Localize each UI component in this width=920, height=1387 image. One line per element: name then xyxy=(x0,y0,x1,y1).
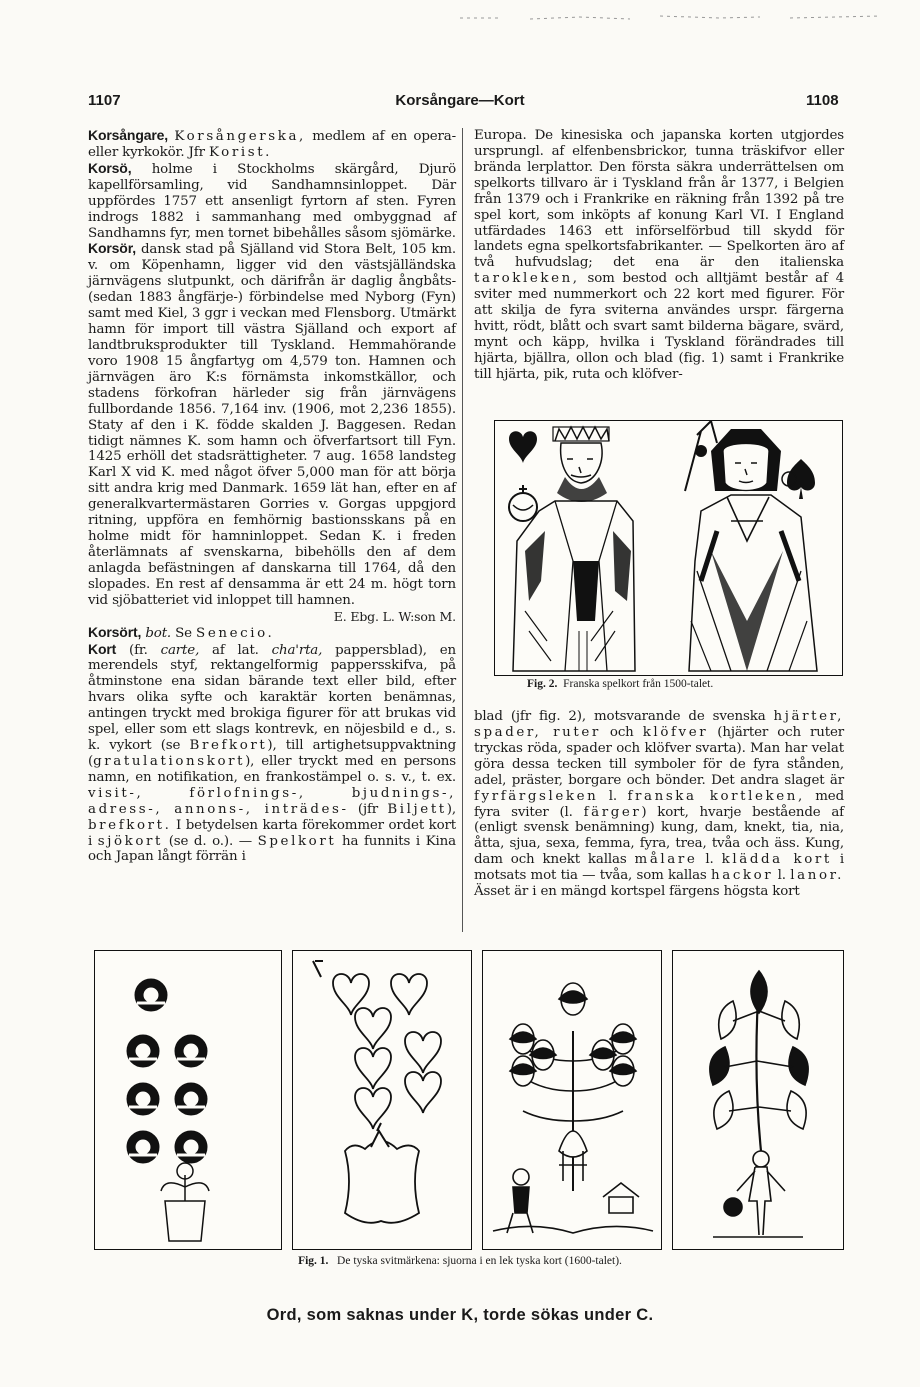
headword: Kort xyxy=(88,640,117,657)
figure-2-french-cards xyxy=(494,420,843,676)
heart-icon xyxy=(355,1088,391,1129)
card-bells-seven xyxy=(94,950,282,1250)
running-title: Korsångare—Kort xyxy=(395,92,525,109)
column-rule xyxy=(462,128,463,932)
headword: Korsört, xyxy=(88,623,142,640)
figure-2-caption: Fig. 2. Franska spelkort från 1500-talet. xyxy=(527,678,714,690)
queen-of-spades-card xyxy=(685,421,817,671)
left-column xyxy=(88,128,456,865)
bell-icon xyxy=(127,1083,159,1115)
entry-korso: Korsö, holme i Stockholms skärgård, Djurö kapellförsamling, vid Sandhamnsinloppet. Där uppfördes 1757 ett ansenligt fyrtorn af sten. Fyren indrogs 1882 i sammanhang med ombyggnad af Sandhamns fyr, men tornet bibehålles såsom sjömärke. xyxy=(88,159,456,241)
bell-icon xyxy=(175,1131,207,1163)
french-cards-illustration xyxy=(495,421,842,675)
cross-ref: Senecio. xyxy=(196,625,275,641)
entry-kort: Kort (fr. carte, af lat. cha'rta, pappersblad), en merendels styf, rektangelformig pappersskifva, på åtminstone ena sidan bärande text eller bild, efter hvars olika syfte och karaktär korten benämnas, antingen tryckt med brokiga figurer för att brukas vid spel, eller som ett slags kontrevk, en nöjesbild e d., s. k. vykort (se Brefkort), till artighetsuppvaktning (gratulationskort), eller tryckt med en persons namn, en notifikation, en frankostämpel o. s. v., t. ex. visit-, förlofnings-, bjudnings-, adress-, annons-, inträdes- (jfr Biljett), brefkort. I betydelsen karta förekommer ordet kort i sjökort (se d. o.). — Spelkort ha funnits i Kina och Japan långt förrän i xyxy=(88,640,457,865)
figure-1-caption: Fig. 1. De tyska svitmärkena: sjuorna i en lek tyska kort (1600-talet). xyxy=(298,1255,622,1267)
entry-korsor: Korsör, dansk stad på Själland vid Stora Belt, 105 km. v. om Köpenhamn, ligger vid den västsjälländska järnvägens slutpunkt, och därifrån är daglig ångbåts- (sedan 1883 ångfärje-) förbindelse med Nyborg (Fyn) samt med Kiel, 3 ggr i veckan med Flensborg. Utmärkt hamn för import till västra Själland och export af landtbruksprodukter till Tyskland. Hemmahörande voro 1908 15 ångfartyg om 4,579 ton. Hamnen och järnvägen äro K:s förnämsta inkomstkällor, och stadens förkofran härleder sig från järnvägens fullbordande 1856. 7,164 inv. (1906, mot 2,236 1855). Staty af den i K. födde skalden J. Baggesen. Redan tidigt nämnes K. som hamn och öfverfartsort till Fyn. 1425 erhöll det stadsrättigheter. 7 aug. 1658 landsteg Karl X vid K. med något öfver 5,000 man för att börja sitt andra krig med Danmark. 1659 lät han, efter en af generalkvartermästaren Gorries v. Gorgas uppgjord ritning, uppföra en femhörnig bastionsskans på en holme midt för hamninloppet. Sedan K. i freden återlämnats af svenskarna, bibehölls den af dem anlagda befästningen af danskarna till 1764, då den slopades. En rest af densamma är ett 24 m. högt torn vid sjöbatteriet vid inloppet till hamnen. E. Ebg. L. W:son M. xyxy=(88,240,456,624)
heart-icon xyxy=(391,974,427,1015)
right-column-top xyxy=(474,128,844,383)
hearts-illustration xyxy=(293,951,471,1249)
heart-icon xyxy=(405,1072,441,1113)
headword: Korsör, xyxy=(88,240,136,257)
paragraph: blad (jfr fig. 2), motsvarande de svenska hjärter, spader, ruter och klöfver (hjärter och ruter tryckas röda, spader och klöfver svarta). Man har velat göra dessa tecken till symboler för de fyra stånden, adel, präster, borgare och bönder. Det andra slaget är fyrfärgsleken l. franska kortleken, med fyra sviter (l. färger) kort, hvarje bestående af (enligt svensk benämning) kung, dam, knekt, tia, nia, åtta, sjua, sexa, femma, fyra, trea, tvåa och äss. Kung, dam och knekt kallas målare l. klädda kort i motsats mot tia — tvåa, som kallas hackor l. lanor. Ässet är i en mängd kortspel färgens högsta kort xyxy=(474,709,845,900)
king-of-hearts-card xyxy=(509,427,635,671)
headword: Korsö, xyxy=(88,159,132,176)
entry-korsangare: Korsångare, Korsångerska, medlem af en opera- eller kyrkokör. Jfr Korist. xyxy=(88,127,456,160)
author-signature: E. Ebg. L. W:son M. xyxy=(333,608,456,624)
card-acorns-seven xyxy=(482,950,662,1250)
page-number-left: 1107 xyxy=(88,92,121,109)
leaves-illustration xyxy=(673,951,843,1249)
acorns-illustration xyxy=(483,951,661,1249)
bells-illustration xyxy=(95,951,281,1249)
bell-icon xyxy=(135,979,167,1011)
scan-noise xyxy=(460,10,880,24)
card-leaves-seven xyxy=(672,950,844,1250)
footer-note: Ord, som saknas under K, torde sökas under C. xyxy=(266,1306,654,1324)
card-hearts-seven xyxy=(292,950,472,1250)
entry-korsort: Korsört, bot. Se Senecio. xyxy=(88,623,275,641)
cross-ref: Korsångerska, xyxy=(174,129,306,144)
cross-ref: Korist. xyxy=(208,144,273,160)
heart-icon xyxy=(405,1032,441,1073)
leaf-icon xyxy=(789,1047,808,1085)
paragraph: Europa. De kinesiska och japanska korten utgjordes ursprungl. af elfenbensbrickor, tunna träskifvor eller brända lerplattor. Den första säkra underrättelsen om spelkorts tillvaro är i Tyskland från år 1377, i Belgien från 1379 och i Frankrike en räkning från 1392 på tre spel kort, som inköpts af konung Karl VI. I England utfärdades 1463 ett införselförbud till skydd för landets egna spelkortsfabrikanter. — Spelkorten äro af två hufvudslag; det ena är den italienska tarokleken, som bestod och alltjämt består af 4 sviter med nummerkort och 22 kort med figurer. För att skilja de fyra sviterna användes urspr. färgerna hvitt, rödt, blått och svart samt bilderna bägare, svärd, mynt och käpp, hvilka i Tyskland förändrades till hjärta, bjällra, ollon och blad (fig. 1) samt i Frankrike till hjärta, pik, ruta och klöfver- xyxy=(474,128,844,382)
leaf-icon xyxy=(714,1091,733,1129)
leaf-icon xyxy=(751,971,767,1013)
heart-icon xyxy=(355,1008,391,1049)
acorn-icon xyxy=(559,983,587,1015)
bell-icon xyxy=(175,1083,207,1115)
headword: Korsångare, xyxy=(88,127,169,143)
bell-icon xyxy=(127,1131,159,1163)
leaf-icon xyxy=(787,1091,806,1129)
bell-icon xyxy=(127,1035,159,1067)
bell-icon xyxy=(175,1035,207,1067)
heart-icon xyxy=(355,1048,391,1089)
page-number-right: 1108 xyxy=(806,92,839,109)
right-column-bottom xyxy=(474,709,844,900)
